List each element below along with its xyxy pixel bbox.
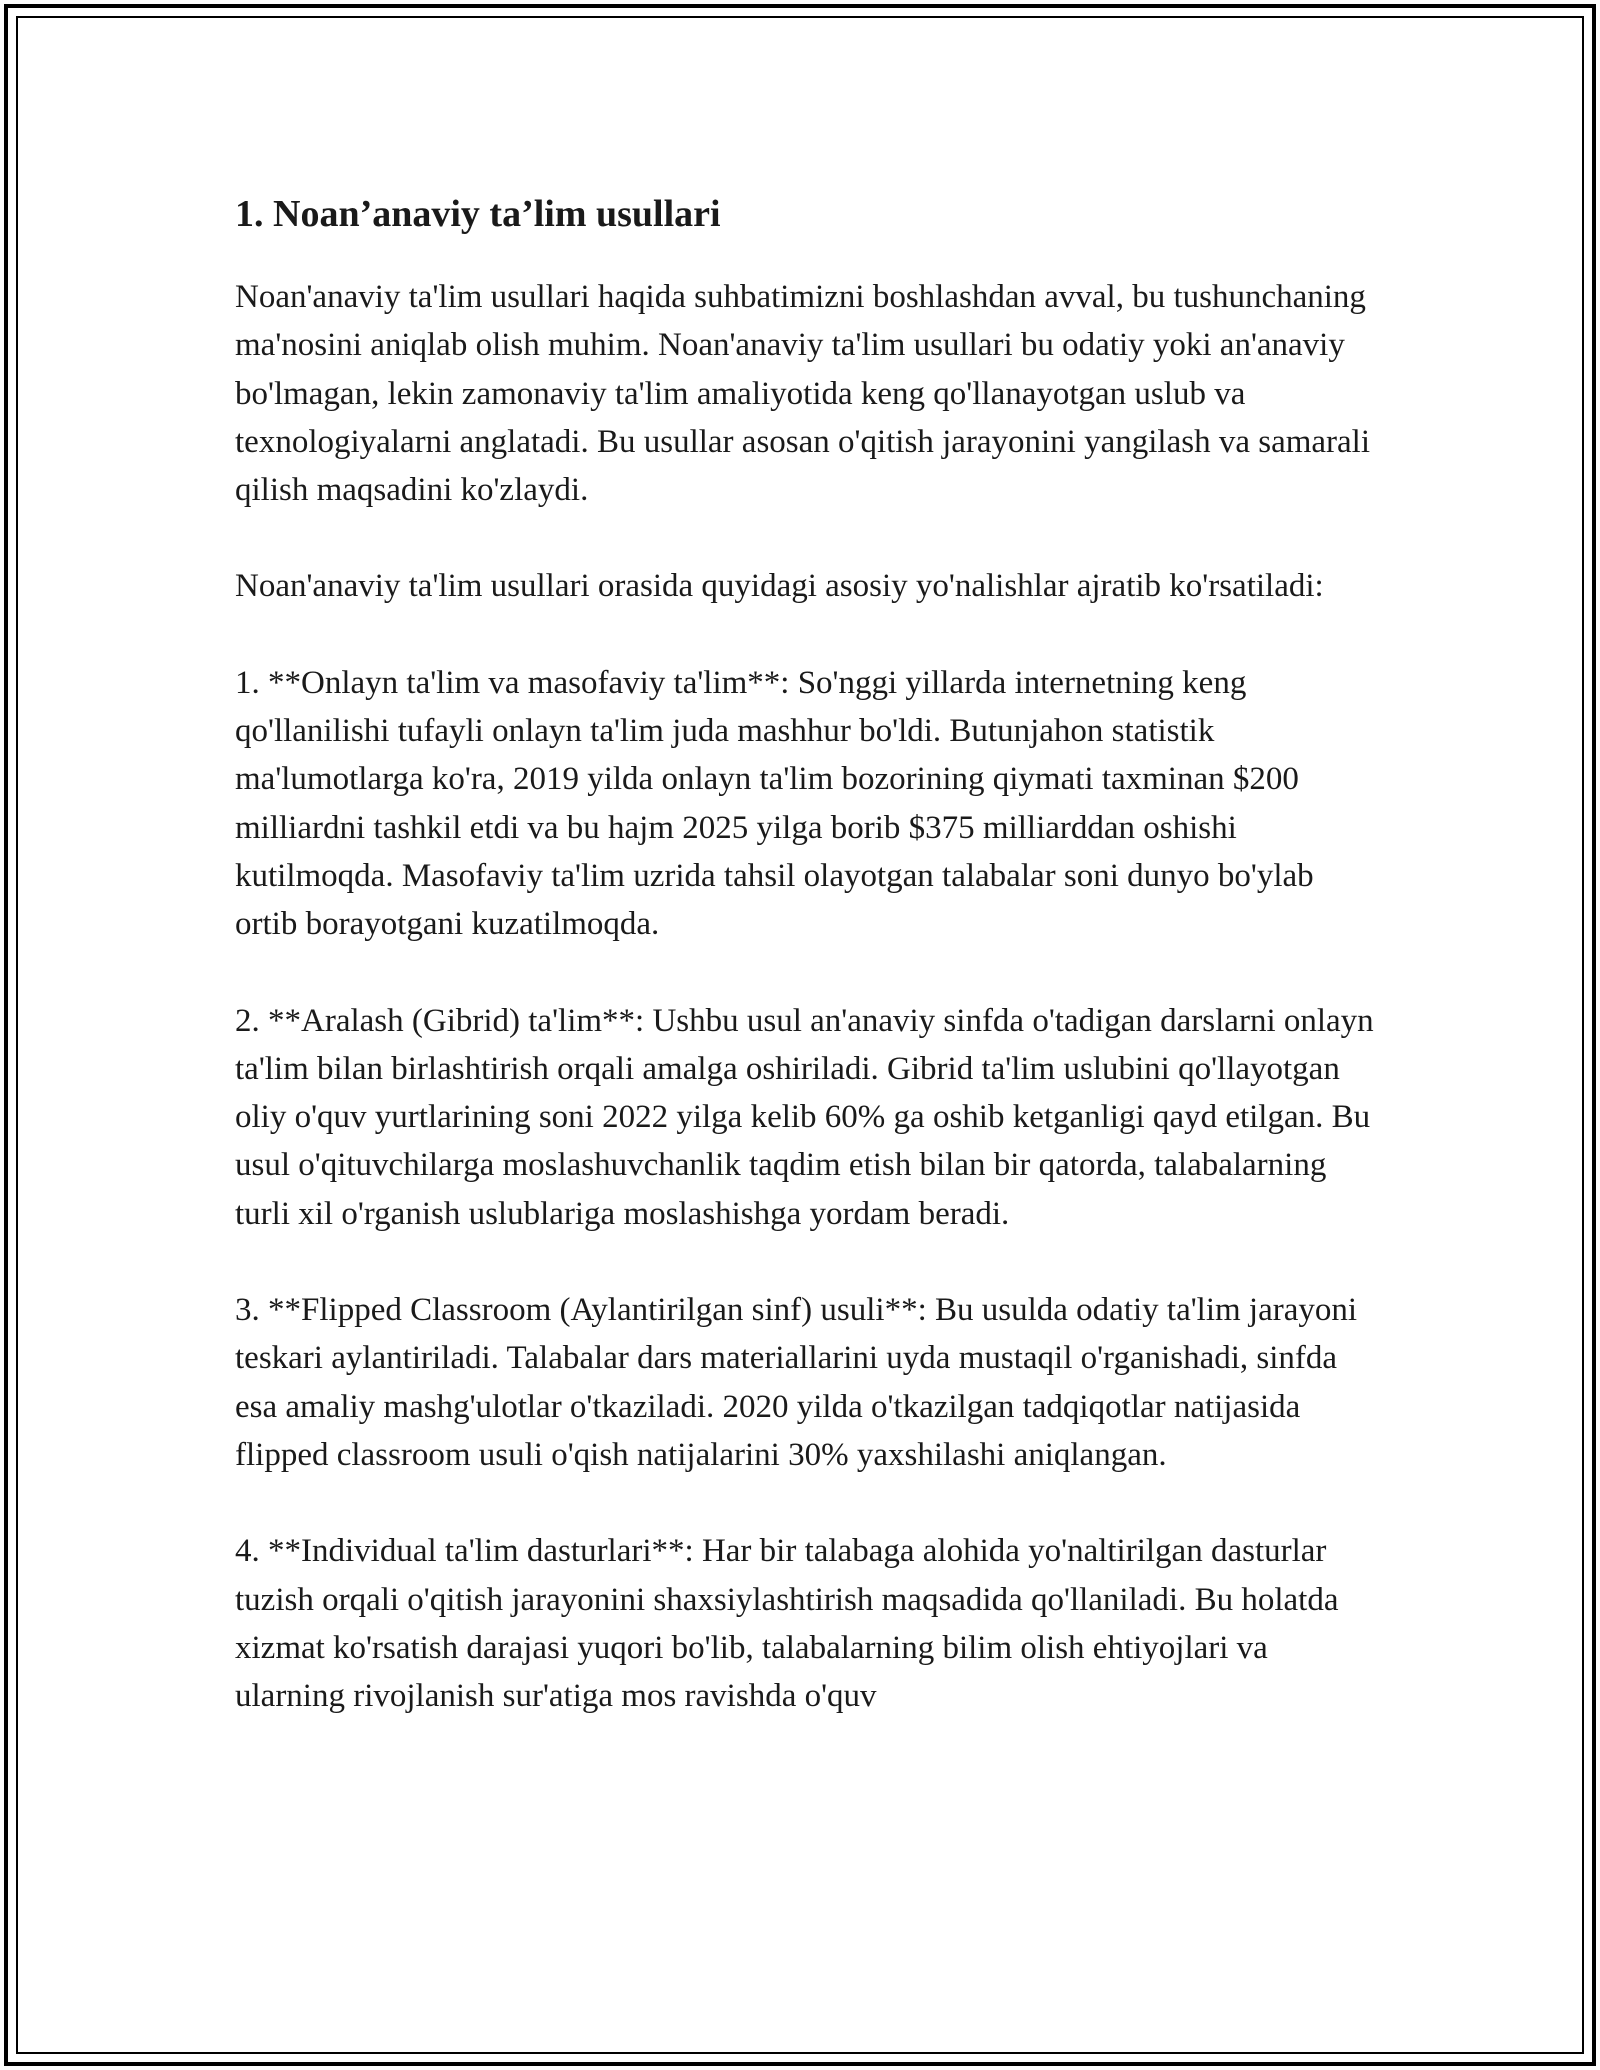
list-item-individual-programs: 4. **Individual ta'lim dasturlari**: Har bir talabaga alohida yo'naltirilgan dasturlar tuzish orqali o'qitish jarayonini shaxsiylashtirish maqsadida qo'llaniladi. Bu holatda xizmat ko'rsatish darajasi yuqori bo'lib, talabalarning bilim olish ehtiyojlari va ularning rivojlanish sur'atiga mos ravishda o'quv [235, 1533, 1339, 1715]
section-heading: 1. Noan’anaviy ta’lim usullari [235, 193, 721, 235]
intro-paragraph: Noan'anaviy ta'lim usullari haqida suhbatimizni boshlashdan avval, bu tushunchaning ma'nosini aniqlab olish muhim. Noan'anaviy ta'lim usullari bu odatiy yoki an'anaviy bo'lmagan, lekin zamonaviy ta'lim amaliyotida keng qo'llanayotgan uslub va texnologiyalarni anglatadi. Bu usullar asosan o'qitish jarayonini yangilash va samarali qilish maqsadini ko'zlaydi. [235, 279, 1371, 509]
list-item-hybrid-learning: 2. **Aralash (Gibrid) ta'lim**: Ushbu usul an'anaviy sinfda o'tadigan darslarni onlayn ta'lim bilan birlashtirish orqali amalga oshiriladi. Gibrid ta'lim uslubini qo'llayotgan oliy o'quv yurtlarining soni 2022 yilga kelib 60% ga oshib ketganligi qayd etilgan. Bu usul o'qituvchilarga moslashuvchanlik taqdim etish bilan bir qatorda, talabalarning turli xil o'rganish uslublariga moslashishga yordam beradi. [235, 1002, 1374, 1232]
list-item-online-learning: 1. **Onlayn ta'lim va masofaviy ta'lim**: So'nggi yillarda internetning keng qo'llanilishi tufayli onlayn ta'lim juda mashhur bo'ldi. Butunjahon statistik ma'lumotlarga ko'ra, 2019 yilda onlayn ta'lim bozorining qiymati taxminan $200 milliardni tashkil etdi va bu hajm 2025 yilga borib $375 milliarddan oshishi kutilmoqda. Masofaviy ta'lim uzrida tahsil olayotgan talabalar soni dunyo bo'ylab ortib borayotgani kuzatilmoqda. [235, 664, 1314, 943]
document-page [235, 183, 1375, 1768]
directions-intro-paragraph: Noan'anaviy ta'lim usullari orasida quyidagi asosiy yo'nalishlar ajratib ko'rsatiladi: [235, 568, 1324, 605]
list-item-flipped-classroom: 3. **Flipped Classroom (Aylantirilgan sinf) usuli**: Bu usulda odatiy ta'lim jarayoni teskari aylantiriladi. Talabalar dars materiallarini uyda mustaqil o'rganishadi, sinfda esa amaliy mashg'ulotlar o'tkaziladi. 2020 yilda o'tkazilgan tadqiqotlar natijasida flipped classroom usuli o'qish natijalarini 30% yaxshilashi aniqlangan. [235, 1292, 1358, 1473]
